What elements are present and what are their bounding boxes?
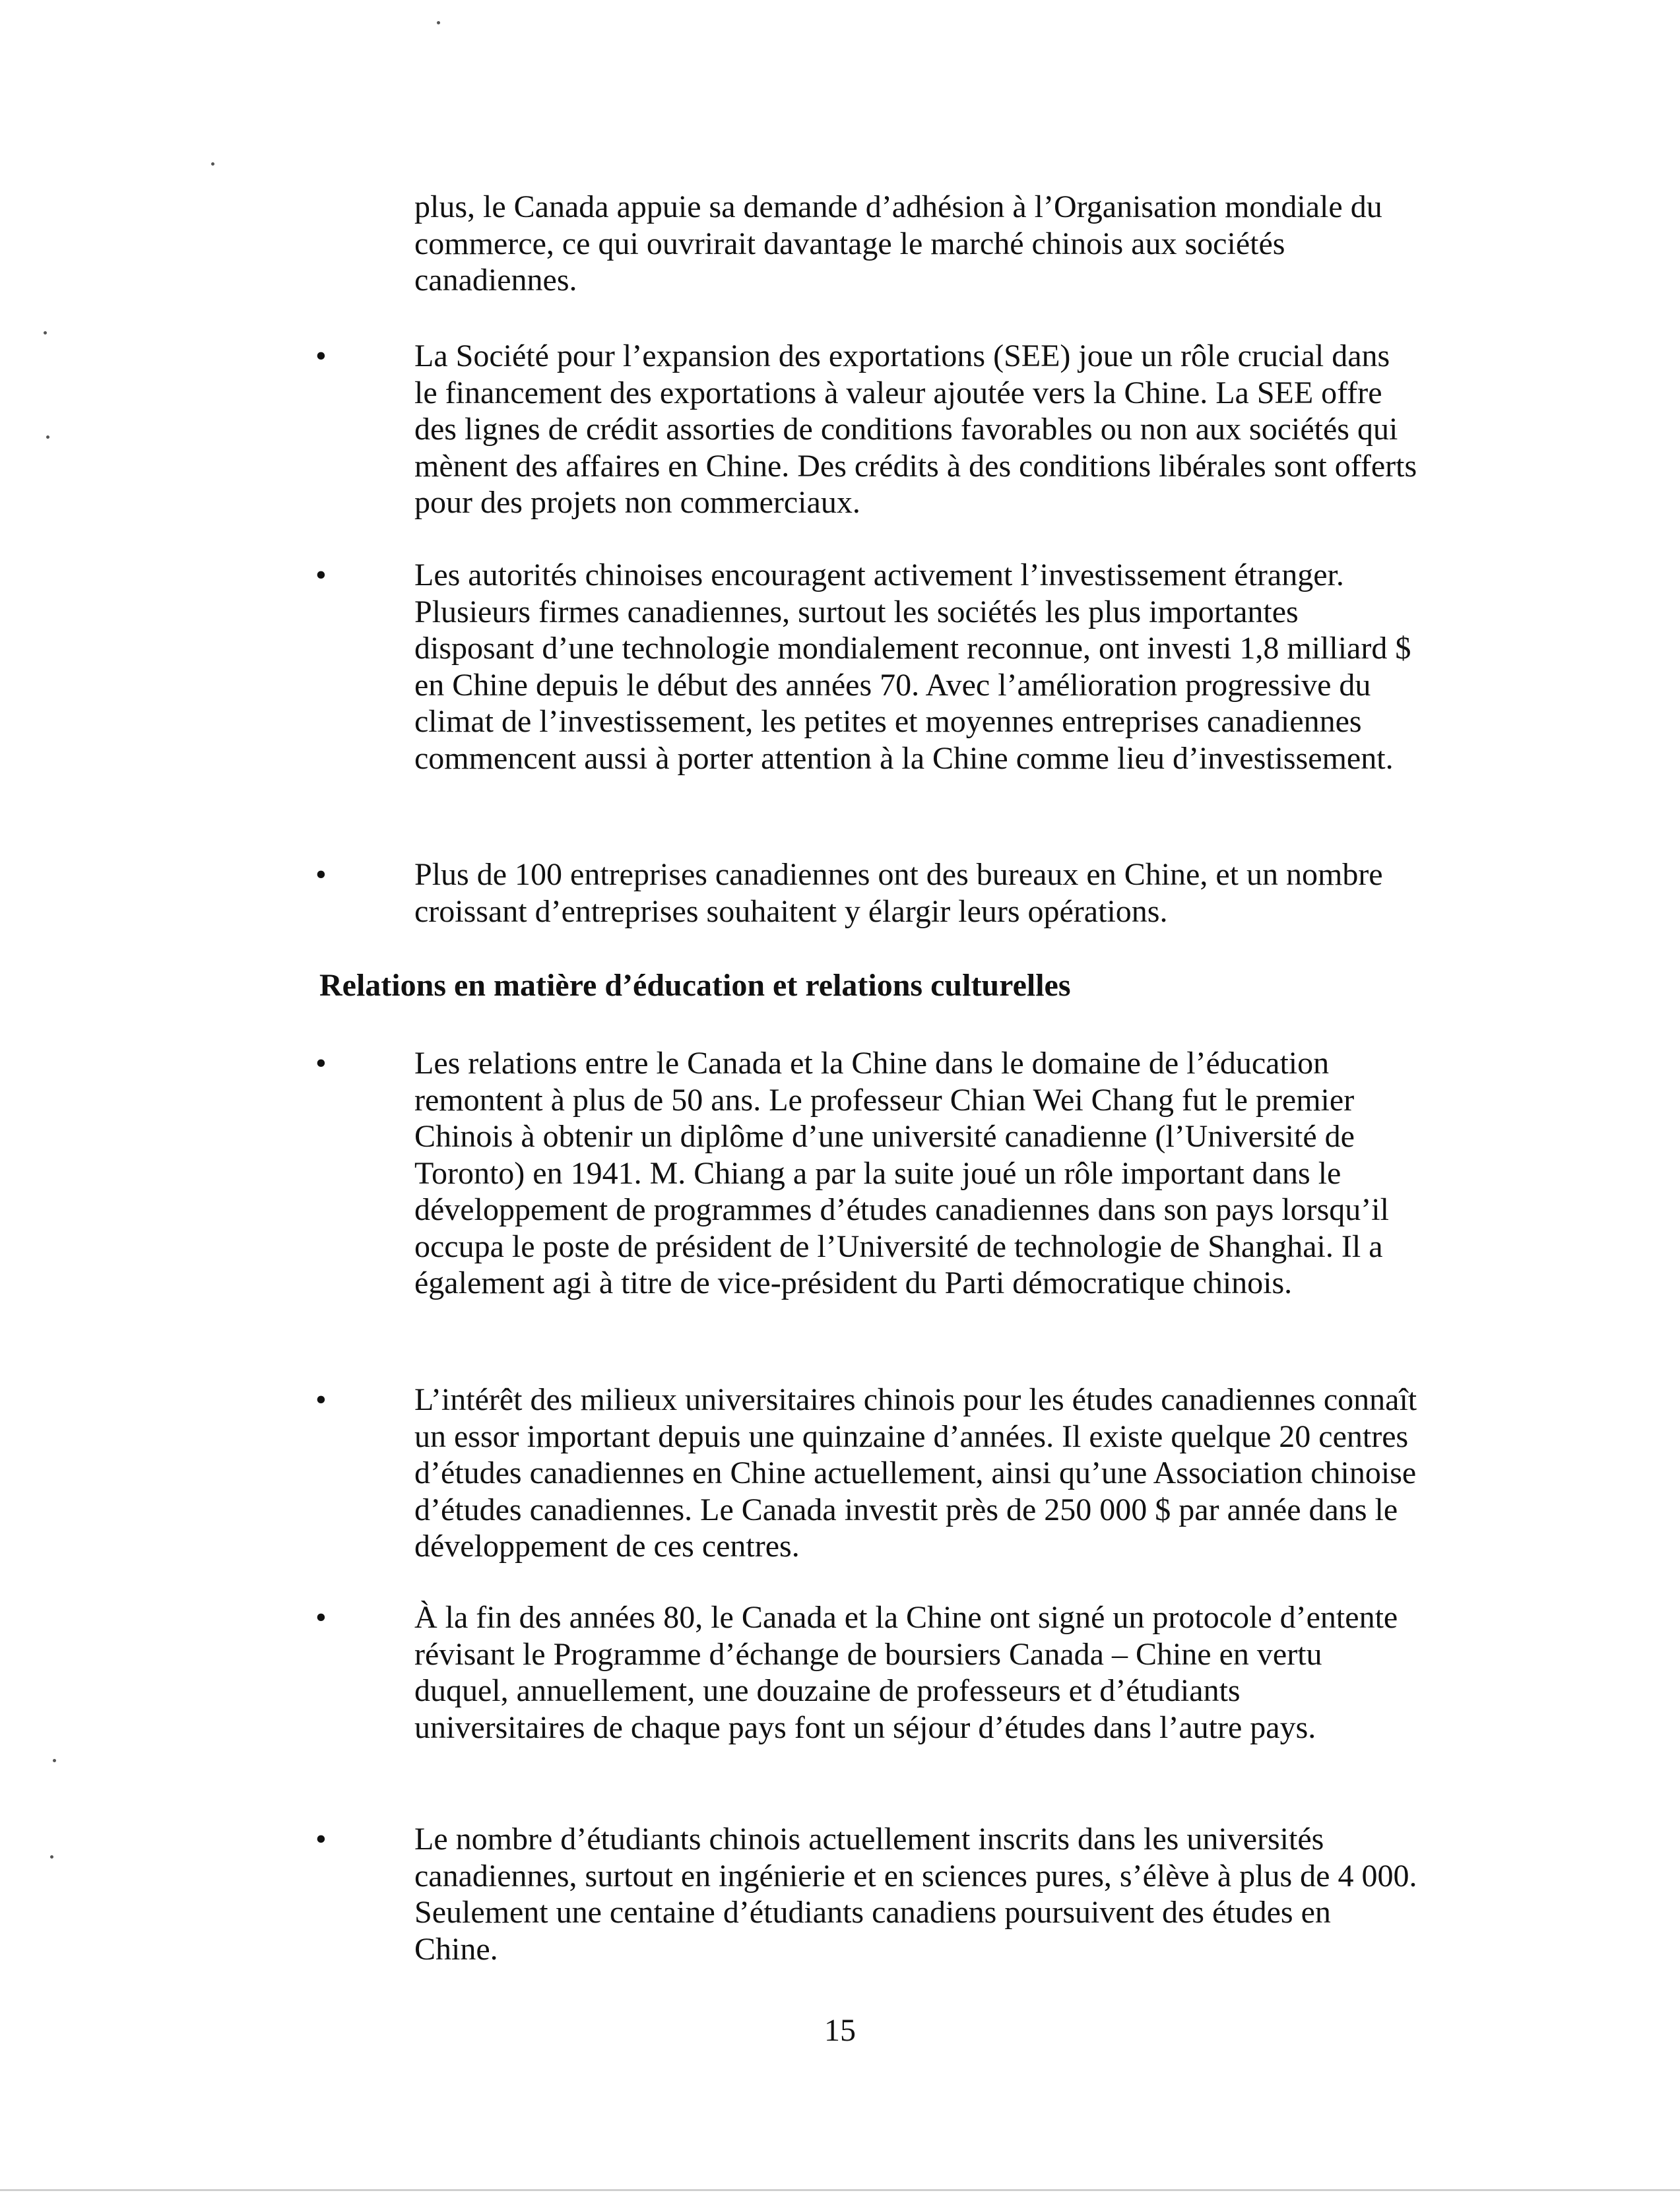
scan-speck — [437, 21, 440, 24]
bullet-marker: • — [315, 1600, 327, 1635]
bullet-marker: • — [315, 1822, 327, 1857]
section-heading: Relations en matière d’éducation et relations culturelles — [319, 968, 1071, 1003]
bullet-paragraph-offices: Plus de 100 entreprises canadiennes ont des bureaux en Chine, et un nombre croissant d’entreprises souhaitent y élargir leurs opérations. — [414, 857, 1383, 929]
continuation-paragraph: plus, le Canada appuie sa demande d’adhésion à l’Organisation mondiale du commerce, ce qui ouvrirait davantage le marché chinois aux sociétés canadiennes. — [414, 189, 1382, 298]
scan-speck — [50, 1855, 53, 1859]
scan-speck — [211, 162, 214, 166]
bullet-paragraph-see: La Société pour l’expansion des exportations (SEE) joue un rôle crucial dans le financement des exportations à valeur ajoutée vers la Chine. La SEE offre des lignes de crédit assorties de conditions favorables ou non aux sociétés qui mènent des affaires en Chine. Des crédits à des conditions libérales sont offerts pour des projets non commerciaux. — [414, 338, 1417, 520]
bullet-paragraph-students: Le nombre d’étudiants chinois actuellement inscrits dans les universités canadiennes, surtout en ingénierie et en sciences pures, s’élève à plus de 4 000. Seulement une centaine d’étudiants canadiens poursuivent des études en Chine. — [414, 1822, 1417, 1967]
scan-speck — [44, 331, 47, 335]
bullet-paragraph-investment: Les autorités chinoises encouragent activement l’investissement étranger. Plusieurs firmes canadiennes, surtout les sociétés les plus importantes disposant d’une technologie mondialement reconnue, ont investi 1,8 milliard $ en Chine depuis le début des années 70. Avec l’amélioration progressive du climat de l’investissement, les petites et moyennes entreprises canadiennes commencent aussi à porter attention à la Chine comme lieu d’investissement. — [414, 558, 1411, 776]
scan-edge-line — [0, 2189, 1680, 2191]
page-number: 15 — [824, 2013, 856, 2048]
bullet-marker: • — [315, 558, 327, 592]
scan-speck — [46, 435, 49, 439]
bullet-paragraph-canadian-studies: L’intérêt des milieux universitaires chinois pour les études canadiennes connaît un essor important depuis une quinzaine d’années. Il existe quelque 20 centres d’études canadiennes en Chine actuellement, ainsi qu’une Association chinoise d’études canadiennes. Le Canada investit près de 250 000 $ par année dans le développement de ces centres. — [414, 1382, 1417, 1564]
bullet-marker: • — [315, 1046, 327, 1081]
bullet-marker: • — [315, 338, 327, 373]
bullet-paragraph-education-history: Les relations entre le Canada et la Chine dans le domaine de l’éducation remontent à plus de 50 ans. Le professeur Chian Wei Chang fut le premier Chinois à obtenir un diplôme d’une université canadienne (l’Université de Toronto) en 1941. M. Chiang a par la suite joué un rôle important dans le développement de programmes d’études canadiennes dans son pays lorsqu’il occupa le poste de président de l’Université de technologie de Shanghai. Il a également agi à titre de vice-président du Parti démocratique chinois. — [414, 1046, 1389, 1300]
bullet-paragraph-exchange-program: À la fin des années 80, le Canada et la Chine ont signé un protocole d’entente révisant le Programme d’échange de boursiers Canada – Chine en vertu duquel, annuellement, une douzaine de professeurs et d’étudiants universitaires de chaque pays font un séjour d’études dans l’autre pays. — [414, 1600, 1398, 1745]
bullet-marker: • — [315, 857, 327, 892]
scan-speck — [53, 1759, 56, 1762]
bullet-marker: • — [315, 1382, 327, 1417]
